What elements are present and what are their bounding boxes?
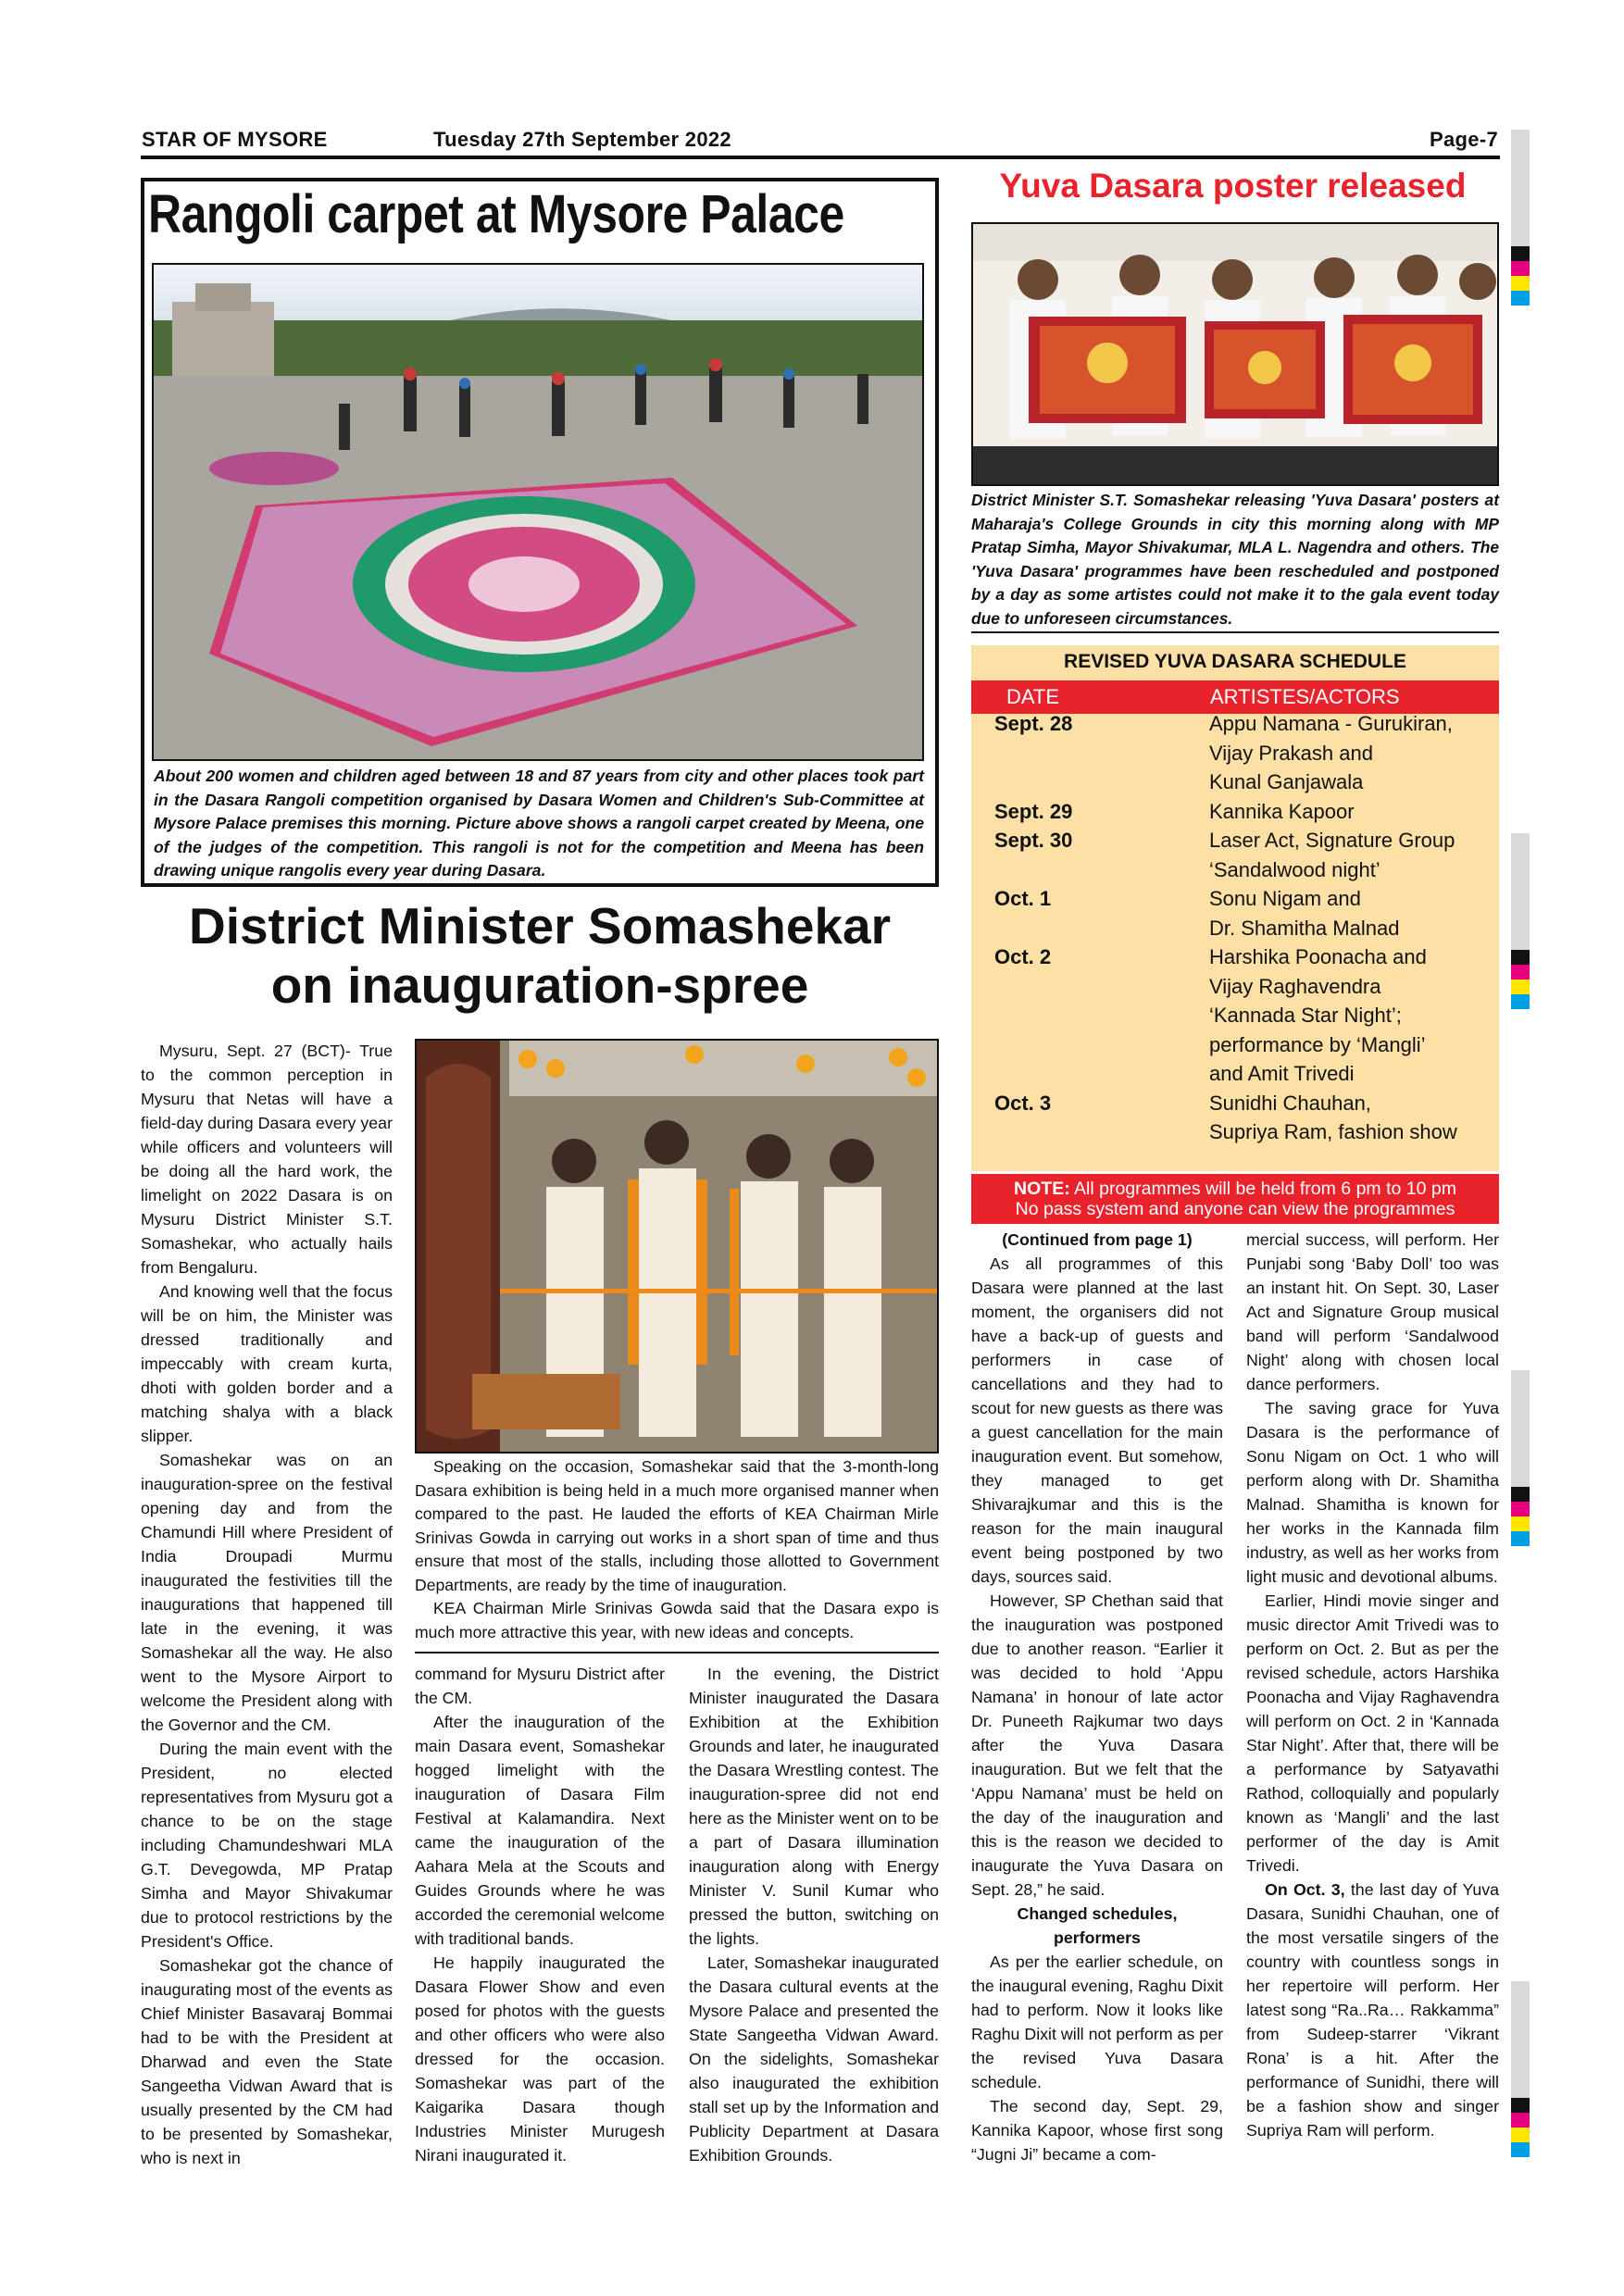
paragraph: mercial success, will perform. Her Punjabi song ‘Baby Doll’ too was an instant hit. On Sept. 30, Laser Act and Signature Group musical band will perform ‘Sandalwood Night’ along with chosen local dance performers.: [1246, 1230, 1499, 1393]
paragraph: Later, Somashekar inaugurated the Dasara cultural events at the Mysore Palace and presented the State Sangeetha Vidwan Award. On the sidelights, Somashekar also inaugurated the exhibition stall set up by the Information and Publicity Department at Dasara Exhibition Grounds.: [689, 1953, 939, 2165]
section-rule: [415, 1652, 939, 1653]
header-rule: [141, 156, 1500, 159]
artist-line: ‘Kannada Star Night’;: [1209, 1004, 1402, 1027]
paragraph: The saving grace for Yuva Dasara is the performance of Sonu Nigam on Oct. 1 who will perform along with Dr. Shamitha Malnad. Shamitha is known for her works in the Kannada film industry, as well as her works from light music and devotional albums.: [1246, 1399, 1499, 1586]
schedule-date: Oct. 3: [994, 1091, 1052, 1115]
schedule-artists: [1209, 826, 1455, 884]
paragraph: [1246, 1878, 1499, 2142]
note-label: NOTE:: [1014, 1179, 1070, 1199]
paragraph: Somashekar was on an inauguration-spree on the festival opening day and from the Chamundi Hill where President of India Droupadi Murmu inaugurated the festivities till the inaugurations that happened till late in the evening, it was Somashekar all the way. He also went to the Mysore Airport to welcome the President along with the Governor and the CM.: [141, 1451, 393, 1734]
artist-line: and Amit Trivedi: [1209, 1062, 1355, 1085]
registration-marks-middle: [1511, 833, 1530, 1009]
artist-line: Vijay Raghavendra: [1209, 974, 1381, 998]
note-text: All programmes will be held from 6 pm to 10 pm: [1069, 1179, 1456, 1199]
schedule-artists: [1209, 709, 1453, 797]
inauguration-photo-illustration: [417, 1041, 939, 1454]
issue-date: Tuesday 27th September 2022: [433, 128, 731, 151]
schedule-note: [971, 1174, 1499, 1224]
yuva-dasara-headline: Yuva Dasara poster released: [999, 167, 1467, 205]
schedule-artists: [1209, 884, 1399, 942]
paragraph: However, SP Chethan said that the inauguration was postponed due to another reason. “Earlier it was decided to hold ‘Appu Namana’ in honour of late actor Dr. Puneeth Rajkumar two days after the Yuva Dasara inauguration. But we felt that the ‘Appu Namana’ must be held on the day of the inauguration and this is the reason we decided to inaugurate the Yuva Dasara on Sept. 28,” he said.: [971, 1591, 1223, 1899]
paragraph: The second day, Sept. 29, Kannika Kapoor, whose first song “Jugni Ji” became a com-: [971, 2097, 1223, 2164]
minister-column-3: [689, 1662, 939, 2167]
rangoli-caption: About 200 women and children aged between 18 and 87 years from city and other places took part in the Dasara Rangoli competition organised by Dasara Women and Children's Sub-Committee at Mysore Palace premises this morning. Picture above shows a rangoli carpet created by Meena, one of the judges of the competition. This rangoli is not for the competition and Meena has been drawing unique rangolis every year during Dasara.: [154, 767, 924, 880]
schedule-artists: [1209, 1089, 1457, 1147]
schedule-artists: [1209, 942, 1427, 1089]
paragraph: As all programmes of this Dasara were planned at the last moment, the organisers did not have a back-up of guests and performers in case of cancellations and they had to scout for new guests as there was a guest cancellation for the main inauguration event. But somehow, they managed to get Shivarajkumar and this is the reason for the main inaugural event being postponed by two days, sources said.: [971, 1254, 1223, 1586]
rangoli-photo-illustration: [154, 265, 924, 761]
schedule-date: Oct. 1: [994, 887, 1052, 910]
schedule-date: Sept. 28: [994, 712, 1073, 735]
minister-headline: [141, 896, 939, 1015]
continued-column-1: [971, 1228, 1223, 2166]
registration-marks-lower: [1511, 1370, 1530, 1546]
paragraph: Earlier, Hindi movie singer and music director Amit Trivedi was to perform on Oct. 2. But as per the revised schedule, actors Harshika Poonacha and Vijay Raghavendra will perform on Oct. 2 in ‘Kannada Star Night’. After that, there will be a performance by Satyavathi Rathod, colloquially and popularly known as ‘Mangli’ and the last performer of the day is Amit Trivedi.: [1246, 1591, 1499, 1875]
paragraph: In the evening, the District Minister inaugurated the Dasara Exhibition at the Exhibition Grounds and later, he inaugurated the Dasara Wrestling contest. The inauguration-spree did not end here as the Minister went on to be a part of Dasara illumination inauguration along with Energy Minister V. Sunil Kumar who pressed the button, switching on the lights.: [689, 1665, 939, 1948]
registration-marks-bottom: [1511, 1981, 1530, 2157]
artist-line: Sonu Nigam and: [1209, 887, 1361, 910]
paragraph-lead: On Oct. 3,: [1265, 1880, 1345, 1899]
paragraph: During the main event with the President, no elected representatives from Mysuru got a chance to be on the stage including Chamundeshwari MLA G.T. Devegowda, MP Pratap Simha and Mayor Shivakumar due to protocol restrictions by the President's Office.: [141, 1740, 393, 1951]
schedule-date: Oct. 2: [994, 945, 1052, 968]
paragraph: Speaking on the occasion, Somashekar said that the 3-month-long Dasara exhibition is being held in a much more organised manner when compared to the past. He lauded the efforts of KEA Chairman Mirle Srinivas Gowda in carrying out works in a short span of time and thus ensure that most of the stalls, including those allotted to Government Departments, are ready by the time of inauguration.: [415, 1457, 939, 1594]
caption-rule: [971, 631, 1499, 633]
artist-line: Harshika Poonacha and: [1209, 945, 1427, 968]
paragraph: And knowing well that the focus will be on him, the Minister was dressed traditionally and impeccably with cream kurta, dhoti with golden border and a matching shalya with a black slipper.: [141, 1282, 393, 1445]
artist-line: Appu Namana - Gurukiran,: [1209, 712, 1453, 735]
rangoli-headline: Rangoli carpet at Mysore Palace: [148, 184, 844, 244]
artist-line: Kannika Kapoor: [1209, 799, 1355, 823]
inauguration-photo: [415, 1039, 939, 1454]
publication-name: STAR OF MYSORE: [142, 128, 328, 151]
note-text: No pass system and anyone can view the programmes: [1015, 1199, 1455, 1219]
continued-label: (Continued from page 1): [1002, 1230, 1193, 1249]
inauguration-photo-caption: [415, 1455, 939, 1644]
yuva-dasara-caption: District Minister S.T. Somashekar releasing 'Yuva Dasara' posters at Maharaja's College Grounds in city this morning along with MP Pratap Simha, Mayor Shivakumar, MLA L. Nagendra and others. The 'Yuva Dasara' programmes have been rescheduled and postponed by a day as some artistes could not make it to the gala event today due to unforeseen circumstances.: [971, 491, 1499, 628]
artist-line: Sunidhi Chauhan,: [1209, 1091, 1371, 1115]
paragraph: After the inauguration of the main Dasara event, Somashekar hogged limelight with the inauguration of Dasara Film Festival at Kalamandira. Next came the inauguration of the Aahara Mela at the Scouts and Guides Grounds where he was accorded the ceremonial welcome with traditional bands.: [415, 1713, 665, 1948]
paragraph: As per the earlier schedule, on the inaugural evening, Raghu Dixit had to perform. Now it looks like Raghu Dixit will not perform as per the revised Yuva Dasara schedule.: [971, 1953, 1223, 2091]
paragraph: Mysuru, Sept. 27 (BCT)- True to the common perception in Mysuru that Netas will have a field-day during Dasara every year while officers and volunteers will be doing all the hard work, the limelight on 2022 Dasara is on Mysuru District Minister S.T. Somashekar, who actually hails from Bengaluru.: [141, 1042, 393, 1277]
continued-column-2: [1246, 1228, 1499, 2142]
minister-column-1: [141, 1039, 393, 2170]
yuva-dasara-photo-illustration: [973, 224, 1499, 486]
minister-headline-line2: on inauguration-spree: [270, 956, 809, 1014]
schedule-date: Sept. 29: [994, 799, 1073, 823]
minister-column-2: [415, 1662, 665, 2167]
yuva-dasara-photo: [971, 222, 1499, 486]
artists-column-header: ARTISTES/ACTORS: [1210, 685, 1400, 708]
minister-headline-line1: District Minister Somashekar: [188, 897, 892, 955]
paragraph: He happily inaugurated the Dasara Flower Show and even posed for photos with the guests and other officers who were also dressed for the occasion. Somashekar was part of the Kaigarika Dasara though Industries Minister Murugesh Nirani inaugurated it.: [415, 1953, 665, 2165]
rangoli-photo: [152, 263, 924, 761]
subheading: performers: [1054, 1928, 1141, 1947]
artist-line: performance by ‘Mangli’: [1209, 1032, 1426, 1056]
registration-marks-top: [1511, 130, 1530, 306]
date-column-header: DATE: [1006, 685, 1060, 708]
paragraph: command for Mysuru District after the CM.: [415, 1665, 665, 1707]
artist-line: Kunal Ganjawala: [1209, 770, 1364, 793]
schedule-date: Sept. 30: [994, 829, 1073, 852]
schedule-heading: REVISED YUVA DASARA SCHEDULE: [1064, 651, 1406, 672]
subheading: Changed schedules,: [1017, 1904, 1178, 1923]
paragraph-text: the last day of Yuva Dasara, Sunidhi Chauhan, one of the most versatile singers of the country with countless songs in her repertoire will perform. Her latest song “Ra..Ra… Rakkamma” from Sudeep-starrer ‘Vikrant Rona’ is a hit. After the performance of Sunidhi, there will be a fashion show and singer Supriya Ram will perform.: [1246, 1880, 1499, 2140]
artist-line: Laser Act, Signature Group: [1209, 829, 1455, 852]
artist-line: Vijay Prakash and: [1209, 741, 1373, 765]
artist-line: ‘Sandalwood night’: [1209, 857, 1380, 881]
paragraph: Somashekar got the chance of inaugurating most of the events as Chief Minister Basavaraj Bommai had to be with the President at Dharwad and even the State Sangeetha Vidwan Award that is usually presented by the CM had to be presented by Somashekar, who is next in: [141, 1956, 393, 2167]
page-number: Page-7: [1430, 128, 1498, 151]
artist-line: Dr. Shamitha Malnad: [1209, 916, 1400, 940]
paragraph: KEA Chairman Mirle Srinivas Gowda said that the Dasara expo is much more attractive this year, with new ideas and concepts.: [415, 1599, 939, 1641]
schedule-artists: [1209, 797, 1355, 827]
artist-line: Supriya Ram, fashion show: [1209, 1120, 1457, 1143]
